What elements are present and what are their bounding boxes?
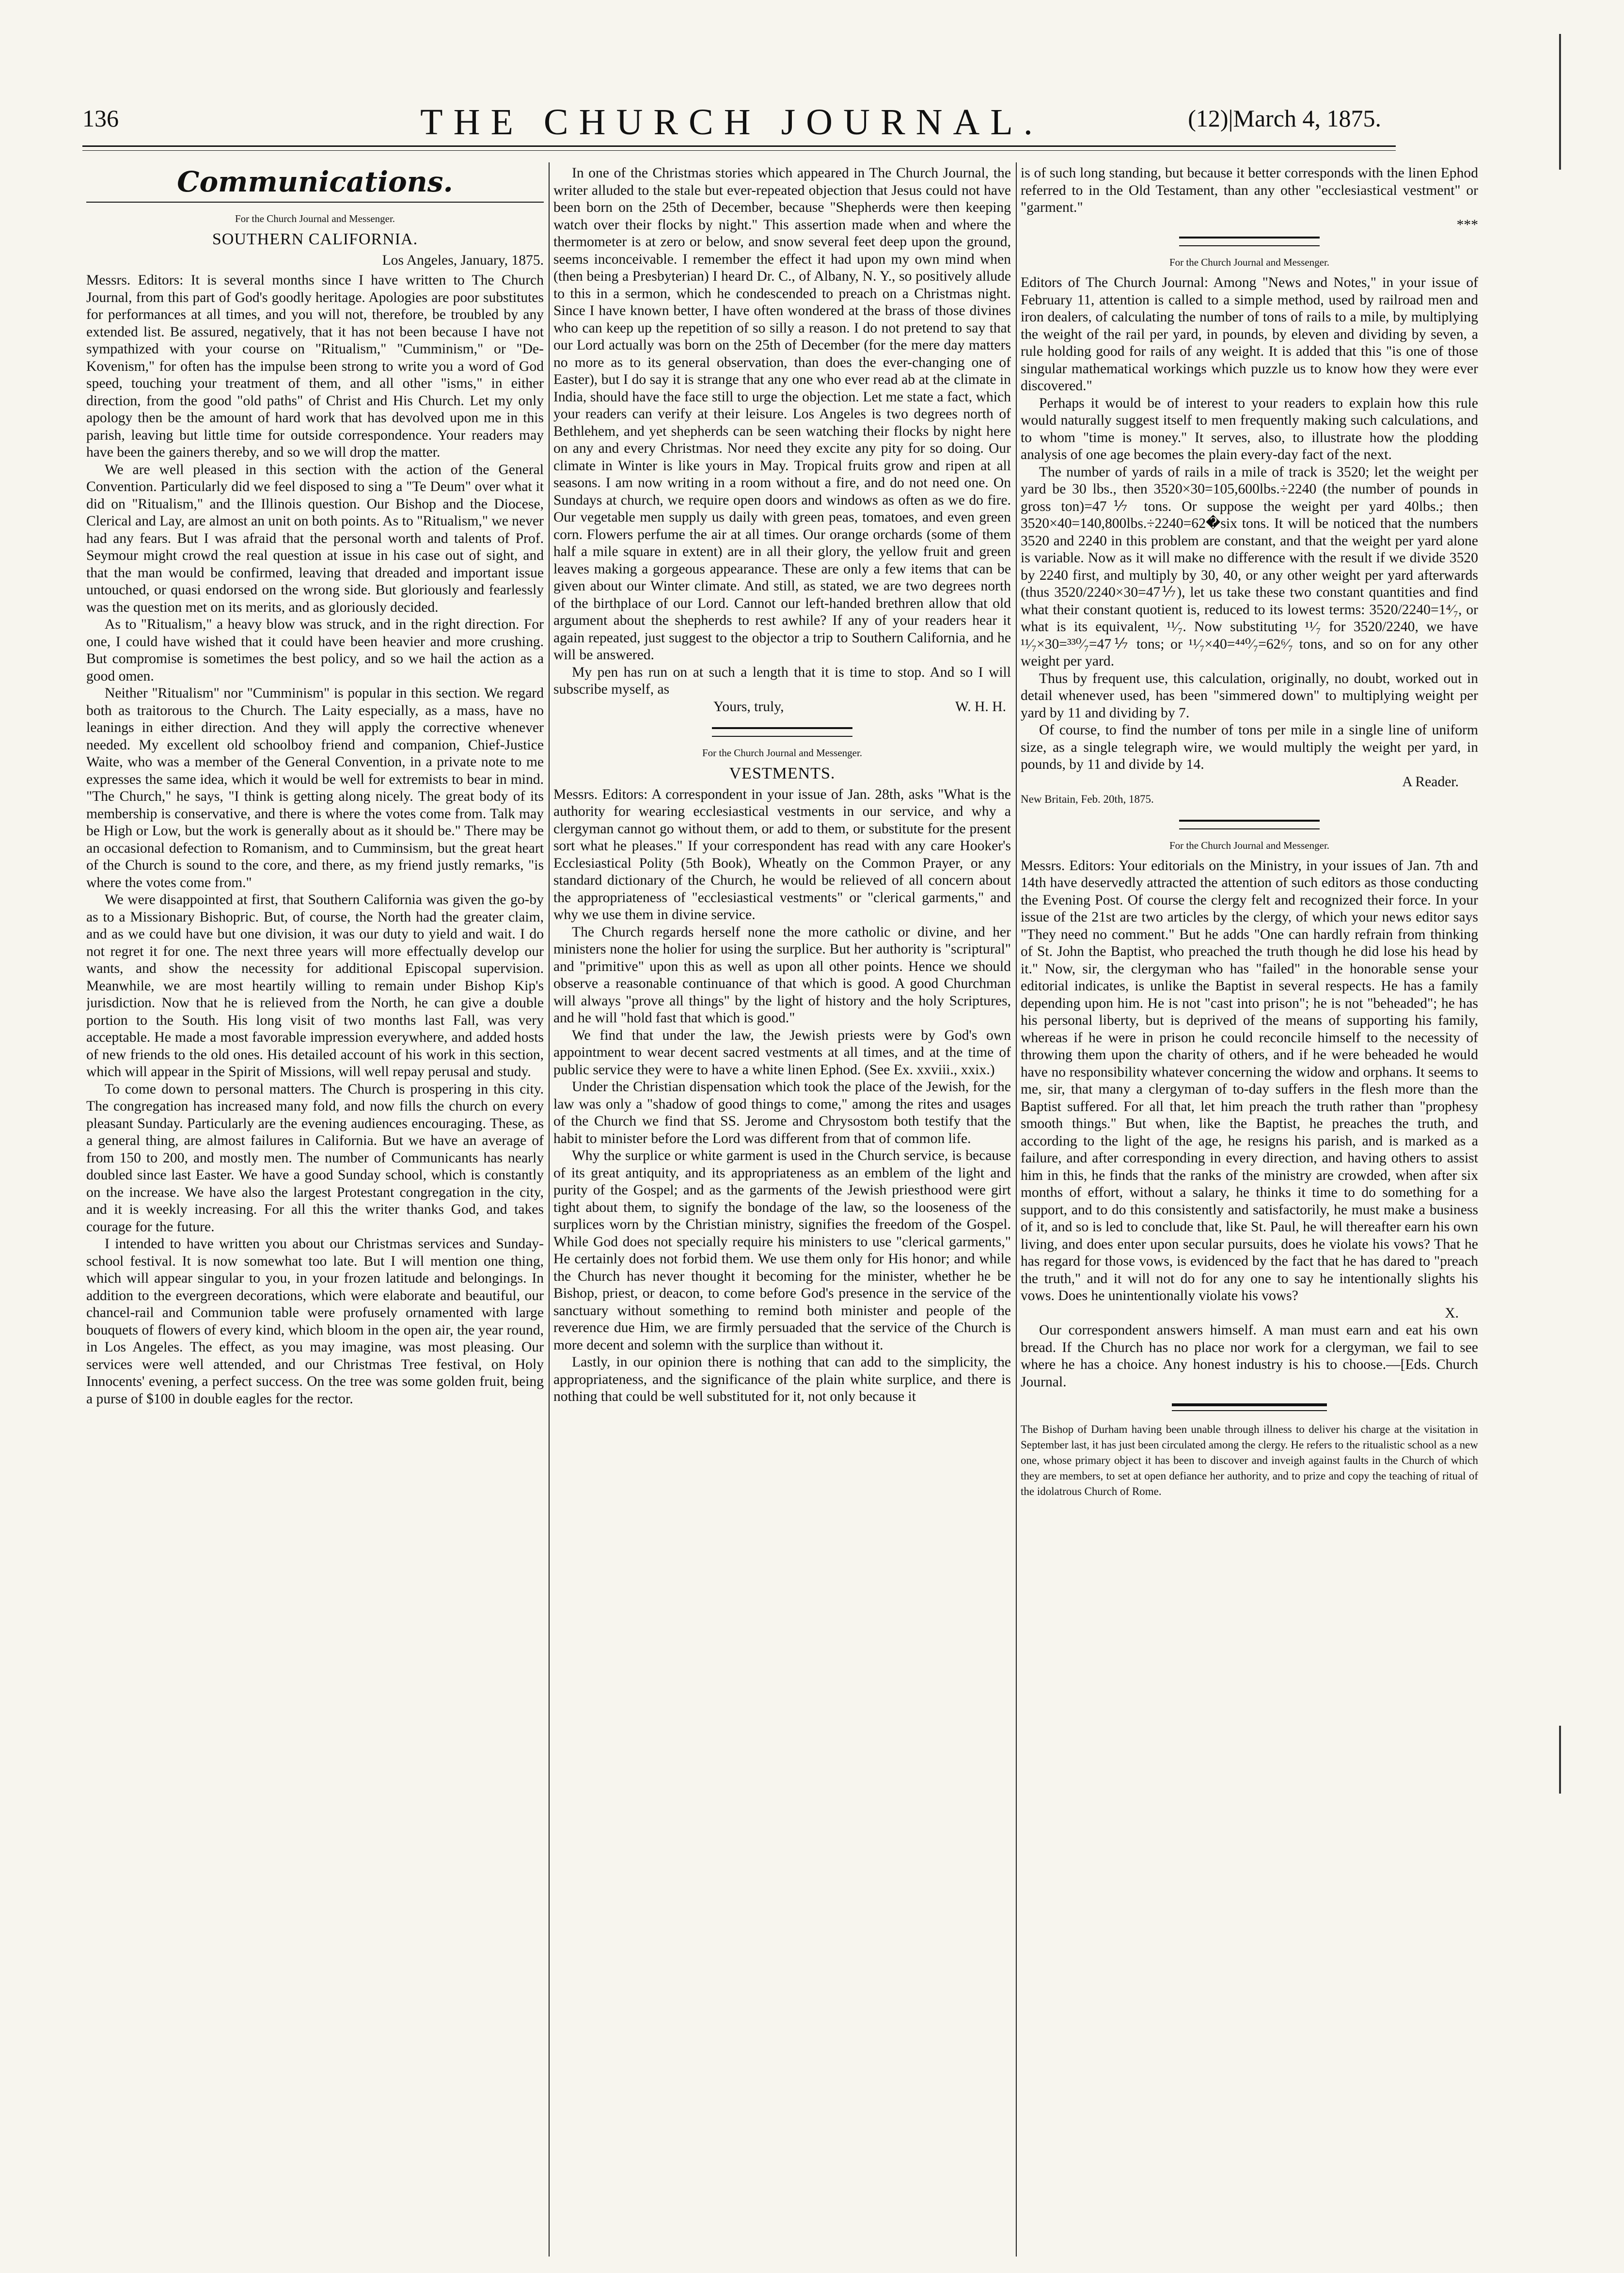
- masthead: [82, 102, 1381, 143]
- closing-paragraph: The Bishop of Durham having been unable through illness to deliver his charge at the visitation in September last, it has just been circulated among the clergy. He refers to the ritualistic school as a new one, whose primary object it has been to discover and inveigh against faults in the Church of which they are members, to set at open defiance her authority, and to prize and copy the teaching of ritual of the idolatrous Church of Rome.: [1021, 1423, 1478, 1497]
- separator-rule: [1179, 237, 1320, 246]
- scan-edge-line: [1559, 1726, 1561, 1794]
- place-date: New Britain, Feb. 20th, 1875.: [1021, 793, 1154, 805]
- heading-rule: [86, 202, 544, 203]
- paragraph: As to "Ritualism," a heavy blow was struck, and in the right direction. For one, I could have wished that it could have been heavier and more crushing. But compromise is sometimes the best policy, and so we hail the action as a good omen.: [86, 617, 544, 684]
- column-2: [553, 165, 1011, 2259]
- article-title: SOUTHERN CALIFORNIA.: [212, 230, 418, 248]
- paragraph: My pen has run on at such a length that it is time to stop. And so I will subscribe myself, as: [553, 664, 1011, 697]
- asterisks: ***: [1456, 217, 1478, 233]
- paragraph: Lastly, in our opinion there is nothing that can add to the simplicity, the appropriateness, and the significance of the plain white surplice, and there is nothing that could be well substituted for it, not only because it: [553, 1354, 1011, 1404]
- page-number: 136: [82, 105, 119, 132]
- signature: A Reader.: [1402, 774, 1459, 790]
- paragraph: We are well pleased in this section with the action of the General Convention. Particularly did we feel disposed to sing a "Te Deum" over what it did on "Ritualism," and the Illinois question. Our Bishop and the Diocese, Clerical and Lay, are almost an unit on both points. As to "Ritualism," we never had any fears. But I was afraid that the personal worth and talents of Prof. Seymour might crowd the real question at issue in his case out of sight, and that the man would be confirmed, leaving that dreaded and important issue untouched, or quasi endorsed on the wrong side. But gloriously and fearlessly was the question met on its merits, and as gloriously decided.: [86, 461, 544, 615]
- paragraph: I intended to have written you about our Christmas services and Sunday-school festival. It is now somewhat too late. But I will mention one thing, which will appear singular to you, in your frozen latitude and belongings. In addition to the evergreen decorations, which were elaborate and beautiful, our chancel-rail and Communion table were profusely ornamented with large bouquets of flowers of every kind, which bloom in the open air, the year round, in Los Angeles. The effect, as you may imagine, was most pleasing. Our services were well attended, and our Christmas Tree festival, on Holy Innocents' evening, a perfect success. On the tree was some golden fruit, being a purse of $100 in double eagles for the rector.: [86, 1236, 544, 1407]
- paragraph: Perhaps it would be of interest to your readers to explain how this rule would naturally suggest itself to men frequently making such calculations, and to whom "time is money." It serves, also, to illustrate how the plodding analysis of one age becomes the plain every-day fact of the next.: [1021, 395, 1478, 462]
- dateline: Los Angeles, January, 1875.: [382, 252, 544, 268]
- paragraph: Under the Christian dispensation which took the place of the Jewish, for the law was only a "shadow of good things to come," among the rites and usages of the Church we find that SS. Jerome and Chrysostom both testify that the habit to minister before the Lord was different from that of common life.: [553, 1079, 1011, 1146]
- issue-date: (12)|March 4, 1875.: [1188, 105, 1381, 132]
- masthead-rule-thin: [82, 150, 1396, 151]
- signature: X.: [1445, 1305, 1459, 1321]
- paragraph: The number of yards of rails in a mile of track is 3520; let the weight per yard be 30 lbs., then 3520×30=105,600lbs.÷2240 (the number of pounds in gross ton)=47⅐ tons. Or suppose the weight per yard 40lbs.; then 3520×40=140,800lbs.÷2240=62�six tons. It will be noticed that the numbers 3520 and 2240 in this problem are constant, and that the weight per yard alone is variable. Now as it will make no difference with the result if we divide 3520 by 2240 first, and multiply by 30, 40, or any other weight per yard afterwards (thus 3520/2240×30=47⅐), let us take these two constant quantities and find what their constant quotient is, reduced to its lowest terms: 3520/2240=1⁴⁄₇, or what is its equivalent, ¹¹⁄₇. Now substituting ¹¹⁄₇ for 3520/2240, we have ¹¹⁄₇×30=³³⁰⁄₇=47⅐ tons; or ¹¹⁄₇×40=⁴⁴⁰⁄₇=62⁶⁄₇ tons, and so on for any other weight per yard.: [1021, 464, 1478, 669]
- paragraph: Editors of The Church Journal: Among "News and Notes," in your issue of February 11, attention is called to a simple method, used by railroad men and iron dealers, of calculating the number of tons of rails to a mile, by multiplying the weight of the rail per yard, in pounds, by eleven and dividing by seven, a rule holding good for rails of any weight. It is added that this "is one of those singular mathematical workings which puzzle us to know how they were ever discovered.": [1021, 275, 1478, 394]
- separator-rule: [1179, 820, 1320, 829]
- paragraph: is of such long standing, but because it better corresponds with the linen Ephod referred to in the Old Testament, than any other "ecclesiastical vestment" or "garment.": [1021, 165, 1478, 215]
- for-line: For the Church Journal and Messenger.: [702, 747, 863, 759]
- paragraph: Thus by frequent use, this calculation, originally, no doubt, worked out in detail whenever used, has been "simmered down" to multiplying weight per yard by 11 and dividing by 7.: [1021, 670, 1478, 721]
- column-3: [1021, 165, 1478, 2259]
- column-1: [86, 165, 544, 2259]
- masthead-rule: [82, 145, 1396, 147]
- paragraph: In one of the Christmas stories which appeared in The Church Journal, the writer alluded to the stale but ever-repeated objection that Jesus could not have been born on the 25th of December, because "Shepherds were then keeping watch over their flocks by night." This assertion made when and where the thermometer is at zero or below, and snow several feet deep upon the ground, seems inconceivable. I remember the effect it had upon my own mind when (then being a Presbyterian) I heard Dr. C., of Albany, N. Y., so positively allude to this in a sermon, which he condescended to preach on a Christmas night. Since I have known better, I have often wondered at the brass of those divines who can keep up the repetition of so silly a reason. I do not pretend to say that our Lord actually was born on the 25th of December (for the mere day matters no more as to its general observation, than does the ever-changing one of Easter), but I do say it is strange that any one who ever read ab at the climate in India, should have the face still to urge the objection. Let me state a fact, which your readers can verify at their leisure. Los Angeles is two degrees north of Bethlehem, and yet shepherds can be seen watching their flocks by night here on any and every Christmas. Nor need they excite any pity for so doing. Our climate in Winter is like yours in May. Tropical fruits grow and ripen at all seasons. I am now writing in a room without a fire, and do not need one. On Sundays at church, we require open doors and windows as often as we do fire. Our vegetable men supply us daily with green peas, tomatoes, and even green corn. Flowers perfume the air at all times. Our orange orchards (some of them half a mile square in extent) are in all their glory, the yellow fruit and green leaves making a gorgeous appearance. These are only a few items that can be given about our Winter climate. And still, as stated, we are two degrees north of the birthplace of our Lord. Cannot our left-handed brethren allow that old argument about the shepherds to rest awhile? If any of your readers hear it again repeated, just suggest to the objector a trip to Southern California, and he will be answered.: [553, 165, 1011, 663]
- column-divider: [1016, 162, 1017, 2257]
- for-line: For the Church Journal and Messenger.: [1169, 256, 1330, 268]
- signoff: [553, 699, 1011, 716]
- paragraph: Why the surplice or white garment is used in the Church service, is because of its great antiquity, and its appropriateness as an emblem of the light and purity of the Gospel; and as the garments of the Jewish priesthood were girt tight about them, to signify the bondage of the law, so the looseness of the surplices worn by the Christian ministry, signifies the freedom of the Gospel. While God does not specially require his ministers to use "clerical garments," He certainly does not forbid them. We use them only for His honor; and while the Church has never thought it becoming for the minister, whether he be Bishop, priest, or deacon, to come before God's presence in the service of the sanctuary without something to remind both minister and people of the reverence due Him, we are firmly persuaded that the service of the Church is more decent and solemn with the surplice than without it.: [553, 1148, 1011, 1353]
- paragraph: To come down to personal matters. The Church is prospering in this city. The congregation has increased many fold, and now fills the church on every pleasant Sunday. Particularly are the evening audiences encouraging. These, as a general thing, are almost failures in California. But we have an average of from 150 to 200, and mostly men. The number of Communicants has nearly doubled since last Easter. We have a good Sunday school, which is constantly on the increase. We have also the largest Protestant congregation in the city, and it is weekly increasing. For all this the writer thanks God, and takes courage for the future.: [86, 1081, 544, 1235]
- paragraph: We were disappointed at first, that Southern California was given the go-by as to a Missionary Bishopric. But, of course, the North had the greater claim, and as we could have but one division, it was our duty to yield and wait. I do not regret it for one. The next three years will more effectually develop our wants, and show the necessity for additional Episcopal supervision. Meanwhile, we are most heartily willing to remain under Bishop Kip's jurisdiction. Now that he is relieved from the North, he can give a double portion to the South. His long visit of two months last Fall, was very acceptable. He made a most favorable impression everywhere, and added hosts of new friends to the old ones. His detailed account of his work in this section, which will appear in the Spirit of Missions, will well repay perusal and study.: [86, 892, 544, 1080]
- editor-reply: Our correspondent answers himself. A man must earn and eat his own bread. If the Church has no place nor work for a clergyman, we fail to see where he has a choice. Any honest industry is his to choose.—[Eds. Church Journal.: [1021, 1322, 1478, 1390]
- paragraph: Neither "Ritualism" nor "Cumminism" is popular in this section. We regard both as traitorous to the Church. The Laity especially, as a mass, have no leanings in either direction. And they will apply the corrective whenever needed. My excellent old schoolboy friend and companion, Chief-Justice Waite, who was a member of the General Convention, in a private note to me expresses the same idea, which it would be well for extremists to bear in mind. "The Church," he says, "I think is getting along nicely. The great body of its membership is conservative, and there is where the votes come from. Talk may be High or Low, but the work is generally about as it should be." There may be an occasional defection to Romanism, and to Cumminsism, but the great heart of the Church is sound to the core, and there, as my friend justly remarks, "is where the votes come from.": [86, 685, 544, 890]
- separator-rule: [712, 727, 852, 737]
- paragraph: Messrs. Editors: Your editorials on the Ministry, in your issues of Jan. 7th and 14th have deservedly attracted the attention of such editors as those conducting the Evening Post. Of course the clergy felt and recognized their force. In your issue of the 21st are two articles by the clergy, of which your news editor says "They need no comment." But he adds "One can hardly refrain from thinking of St. John the Baptist, who preached the truth though he did lose his head by it." Now, sir, the clergyman who has "failed" in the honorable sense your editorial indicates, is unlike the Baptist in several respects. He has a family depending upon him. He is not "cast into prison"; he is not "beheaded"; he has his personal liberty, but is deprived of the means of supporting his family, whereas if he were in prison he could reconcile himself to the necessity of throwing them upon the charity of others, and if he were beheaded he would have no responsibility whatever concerning the widow and orphans. It seems to me, sir, that many a clergyman of to-day suffers in the flesh more than the Baptist suffered. For all that, let him preach the truth rather than "prophesy smooth things." But when, like the Baptist, he preaches the truth, and according to the light of the age, he resigns his parish, and is marked as a failure, and after corresponding in every direction, and having others to assist him in this, he finds that the ranks of the ministry are crowded, when after six months of effort, without a salary, he thinks it time to do something for a support, and to do this consistently and satisfactorily, he must make a business of it, and so is led to conclude that, like St. Paul, he will thereafter earn his own living, and does enter upon secular pursuits, does he violate his vows? That he has regard for those vows, is evidenced by the fact that he has dared to "preach the truth," and it will not do for any one to say he intentionally slights his vows. Does he unintentionally violate his vows?: [1021, 858, 1478, 1303]
- section-heading: Communications.: [177, 165, 453, 198]
- scan-edge-line: [1559, 34, 1561, 170]
- separator-rule: [1172, 1403, 1327, 1411]
- paragraph: Messrs. Editors: It is several months since I have written to The Church Journal, from this part of God's goodly heritage. Apologies are poor substitutes for performances at all times, and you will not, therefore, be troubled by any extended list. Be assured, negatively, that it has not been because I have not sympathized with your course on "Ritualism," "Cumminism," or "De-Kovenism," for often has the impulse been strong to write you a word of God speed, touching your treatment of them, and all other "isms," in either direction, from the good "old paths" of Christ and His Church. Let my only apology then be the amount of hard work that has devolved upon me in this parish, leaving but little time for outside correspondence. Your readers may have been the gainers thereby, and so we will drop the matter.: [86, 272, 544, 460]
- paragraph: Messrs. Editors: A correspondent in your issue of Jan. 28th, asks "What is the authority for wearing ecclesiastical vestments in our service, and why a clergyman cannot go without them, or add to them, or substitute for the present sort what he pleases." If your correspondent has read with any care Hooker's Ecclesiastical Polity (5th Book), Wheatly on the Common Prayer, or any standard dictionary of the Church, he would be relieved of all concern about the appropriateness of "ecclesiastical vestments" or "clerical garments," and why we use them in divine service.: [553, 786, 1011, 922]
- paragraph: We find that under the law, the Jewish priests were by God's own appointment to wear decent sacred vestments at all times, and at the time of public service they were to have a white linen Ephod. (See Ex. xxviii., xxix.): [553, 1027, 1011, 1078]
- newspaper-title: THE CHURCH JOURNAL.: [420, 102, 1043, 143]
- column-divider: [549, 162, 550, 2257]
- paragraph: Of course, to find the number of tons per mile in a single line of uniform size, as a single telegraph wire, we would multiply the weight per yard, in pounds, by 11 and divide by 14.: [1021, 722, 1478, 772]
- paragraph: The Church regards herself none the more catholic or divine, and her ministers none the holier for using the surplice. But her authority is "scriptural" and "primitive" upon this as well as upon all other points. Hence we should observe a reasonable continuance of that which is good. A good Churchman will always "prove all things" by the light of history and the holy Scriptures, and he will "hold fast that which is good.": [553, 924, 1011, 1026]
- signoff-text: Yours, truly,: [713, 699, 784, 715]
- signature: W. H. H.: [955, 699, 1006, 715]
- for-line: For the Church Journal and Messenger.: [235, 213, 395, 224]
- article-title: VESTMENTS.: [729, 764, 836, 782]
- for-line: For the Church Journal and Messenger.: [1169, 839, 1330, 851]
